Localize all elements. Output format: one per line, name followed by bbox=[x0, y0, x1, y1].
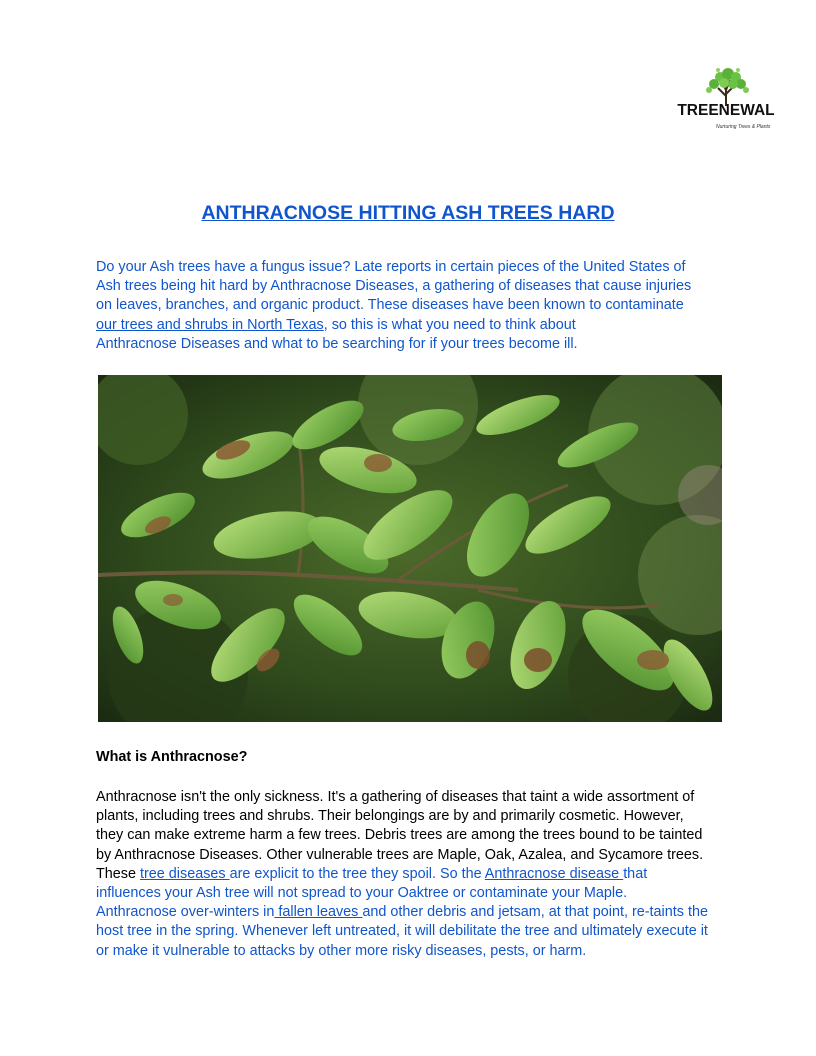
intro-line: Anthracnose Diseases and what to be searching for if your trees become ill. bbox=[96, 335, 578, 352]
intro-line: Ash trees being hit hard by Anthracnose Diseases, a gathering of diseases that cause injuries bbox=[96, 278, 692, 295]
body-line: or make it vulnerable to attacks by other more risky diseases, pests, or harm. bbox=[96, 942, 587, 959]
body-text: are explicit to the tree they spoil. So the bbox=[229, 865, 485, 882]
body-line: influences your Ash tree will not spread to your Oaktree or contaminate your Maple. bbox=[96, 885, 628, 902]
body-paragraph bbox=[96, 788, 724, 961]
body-text: that bbox=[623, 865, 648, 882]
treenewal-logo bbox=[664, 66, 786, 136]
body-line: host tree in the spring. Whenever left untreated, it will debilitate the tree and ultimately execute it bbox=[96, 923, 708, 940]
fallen-leaves-link[interactable]: fallen leaves bbox=[274, 904, 363, 921]
body-text: These bbox=[96, 865, 140, 882]
logo-tagline: Nurturing Trees & Plants bbox=[716, 124, 771, 130]
body-line: they can make extreme harm a few trees. Debris trees are among the trees bound to be tainted bbox=[96, 827, 703, 844]
logo-wordmark: TREENEWAL bbox=[677, 102, 775, 119]
anthracnose-disease-link[interactable]: Anthracnose disease bbox=[484, 865, 624, 882]
body-line: plants, including trees and shrubs. Their belongings are by and primarily cosmetic. However, bbox=[96, 808, 684, 825]
body-line: Anthracnose isn't the only sickness. It's a gathering of diseases that taint a wide assortment of bbox=[96, 789, 695, 805]
tree-diseases-link[interactable]: tree diseases bbox=[140, 865, 230, 882]
intro-line bbox=[96, 316, 724, 335]
intro-paragraph bbox=[96, 258, 724, 354]
body-line bbox=[96, 903, 724, 922]
intro-line: Do your Ash trees have a fungus issue? Late reports in certain pieces of the United States of bbox=[96, 259, 686, 275]
body-line bbox=[96, 865, 724, 884]
section-heading: What is Anthracnose? bbox=[96, 749, 248, 765]
body-text: and other debris and jetsam, at that point, re-taints the bbox=[362, 904, 708, 921]
ash-leaves-photo bbox=[98, 375, 722, 722]
leaves-illustration bbox=[98, 375, 722, 722]
page-title[interactable]: ANTHRACNOSE HITTING ASH TREES HARD bbox=[201, 202, 615, 224]
body-text: Anthracnose over-winters in bbox=[96, 904, 275, 921]
body-line: by Anthracnose Diseases. Other vulnerable trees are Maple, Oak, Azalea, and Sycamore trees. bbox=[96, 846, 704, 863]
intro-line: on leaves, branches, and organic product. These diseases have been known to contaminate bbox=[96, 297, 684, 314]
north-texas-link[interactable]: our trees and shrubs in North Texas bbox=[96, 316, 324, 333]
intro-text: , so this is what you need to think about bbox=[323, 316, 576, 333]
tree-logo-icon bbox=[664, 66, 786, 106]
